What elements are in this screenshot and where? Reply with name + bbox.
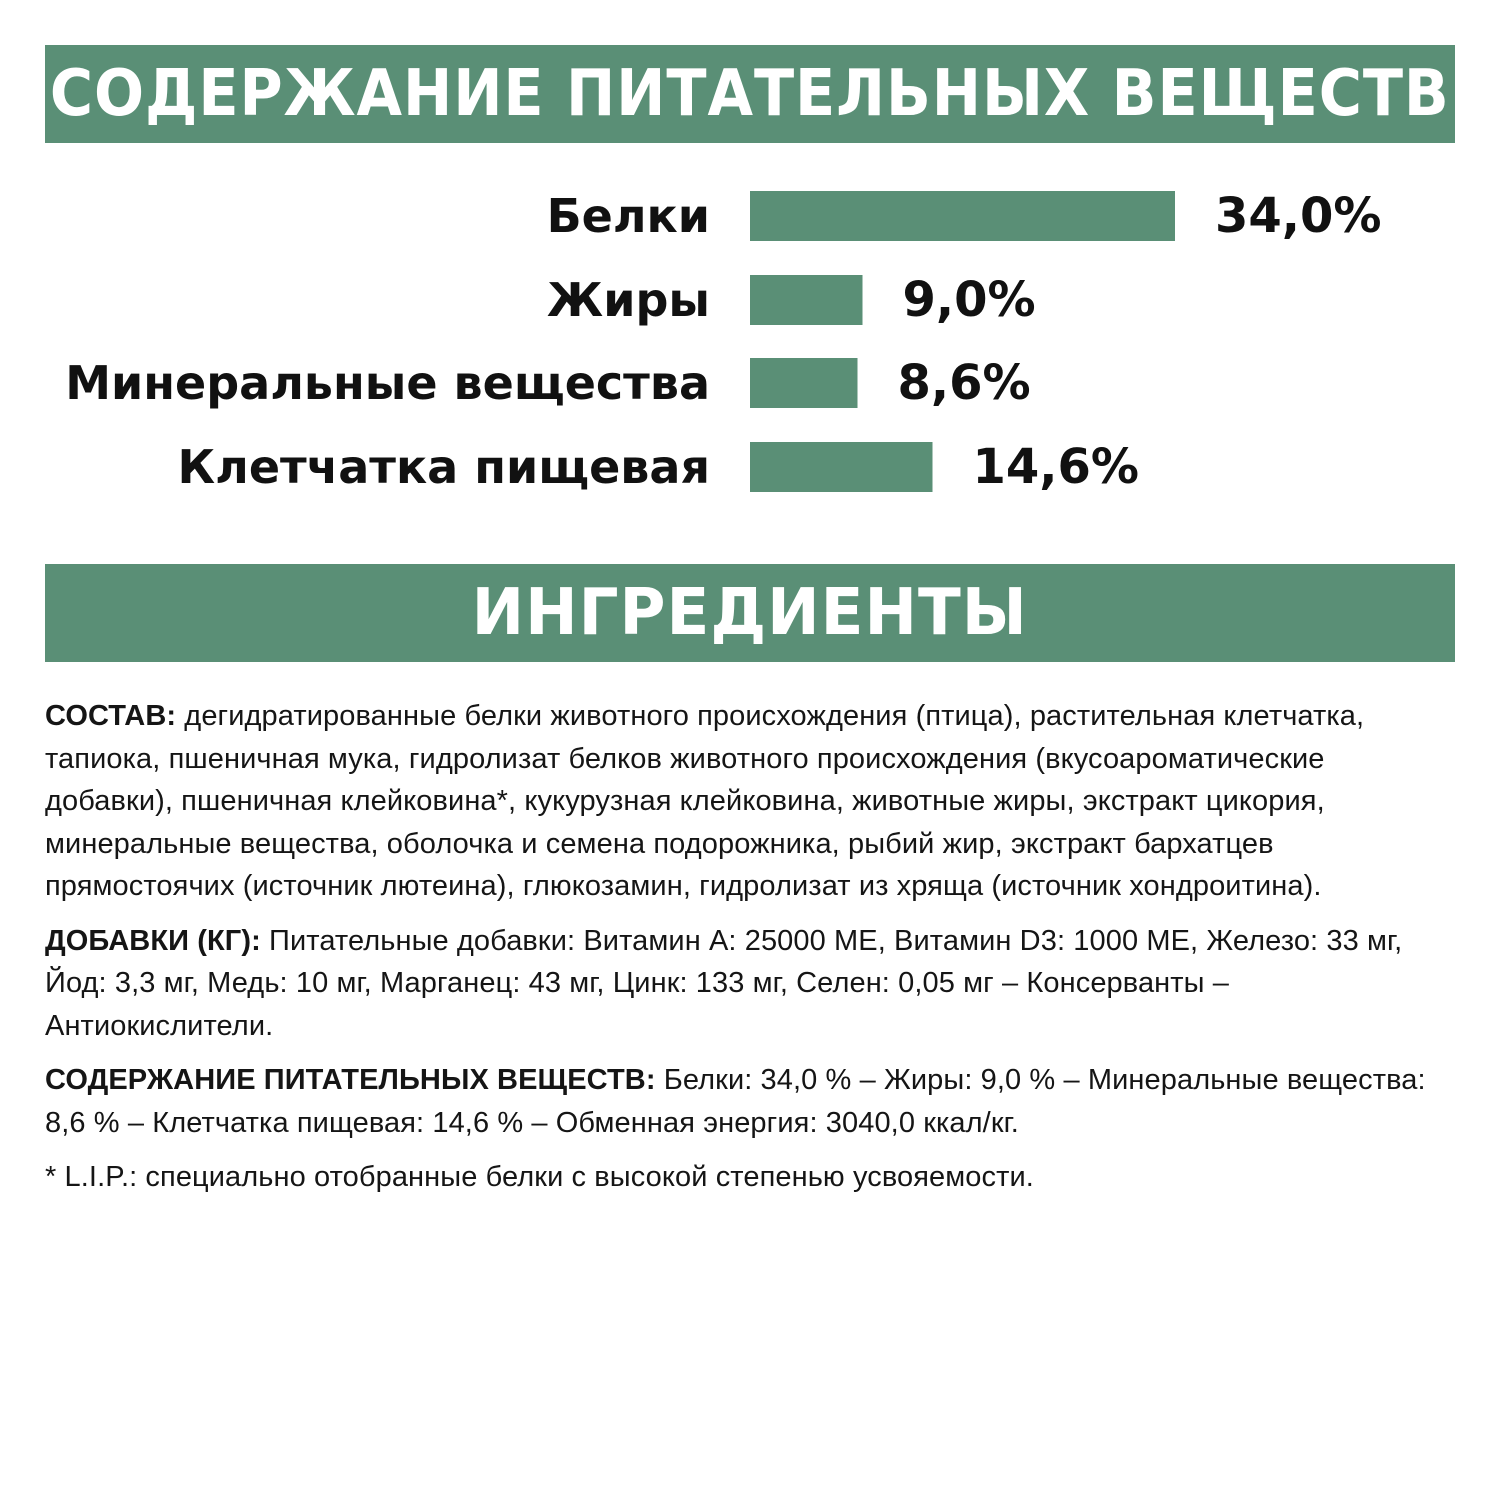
bar-category-label: Белки: [546, 189, 710, 243]
bar-value-label: 9,0%: [902, 272, 1036, 328]
bar-category-label: Клетчатка пищевая: [177, 440, 710, 494]
bar: [750, 442, 933, 492]
nutrients-label: СОДЕРЖАНИЕ ПИТАТЕЛЬНЫХ ВЕЩЕСТВ:: [45, 1064, 656, 1096]
additives-text: Питательные добавки: Витамин А: 25000 МЕ, Витамин D3: 1000 МЕ, Железо: 33 мг, Йод: 3,3 мг, Медь: 10 мг, Марганец: 43 мг, Цинк: 133 мг, Селен: 0,05 мг – Консерванты – Антиокислители.: [45, 924, 1403, 1042]
bar: [750, 275, 863, 325]
additives-paragraph: [45, 920, 1450, 1048]
bar-value-label: 8,6%: [897, 355, 1031, 411]
nutrients-header-title: СОДЕРЖАНИЕ ПИТАТЕЛЬНЫХ ВЕЩЕСТВ: [50, 57, 1450, 131]
bar: [750, 358, 858, 408]
bar: [750, 191, 1175, 241]
nutrients-paragraph: [45, 1059, 1450, 1144]
composition-paragraph: [45, 695, 1450, 908]
bar-value-label: 34,0%: [1215, 188, 1382, 244]
ingredients-header: [45, 564, 1455, 662]
nutrient-bar-chart: [0, 0, 1500, 560]
footnote: * L.I.P.: специально отобранные белки с высокой степенью усвояемости.: [45, 1161, 1034, 1193]
composition-label: СОСТАВ:: [45, 700, 177, 732]
bar-value-label: 14,6%: [972, 439, 1140, 495]
nutrients-text: Белки: 34,0 % – Жиры: 9,0 % – Минеральные вещества: 8,6 % – Клетчатка пищевая: 14,6 % – Обменная энергия: 3040,0 ккал/кг.: [45, 1064, 1426, 1139]
additives-label: ДОБАВКИ (КГ):: [45, 924, 261, 957]
ingredients-header-title: ИНГРЕДИЕНТЫ: [472, 576, 1028, 650]
bar-category-label: Жиры: [546, 273, 710, 327]
composition-text: дегидратированные белки животного происхождения (птица), растительная клетчатка, тапиока, пшеничная мука, гидролизат белков животного происхождения (вкусоароматические добавки), пшеничная клейковина*, кукурузная клейковина, животные жиры, экстракт цикория, минеральные вещества, оболочка и семена подорожника, рыбий жир, экстракт бархатцев прямостоячих (источник лютеина), глюкозамин, гидролизат из хряща (источник хондроитина).: [45, 700, 1365, 902]
ingredients-section: [45, 695, 1450, 1211]
bar-category-label: Минеральные вещества: [65, 356, 710, 410]
